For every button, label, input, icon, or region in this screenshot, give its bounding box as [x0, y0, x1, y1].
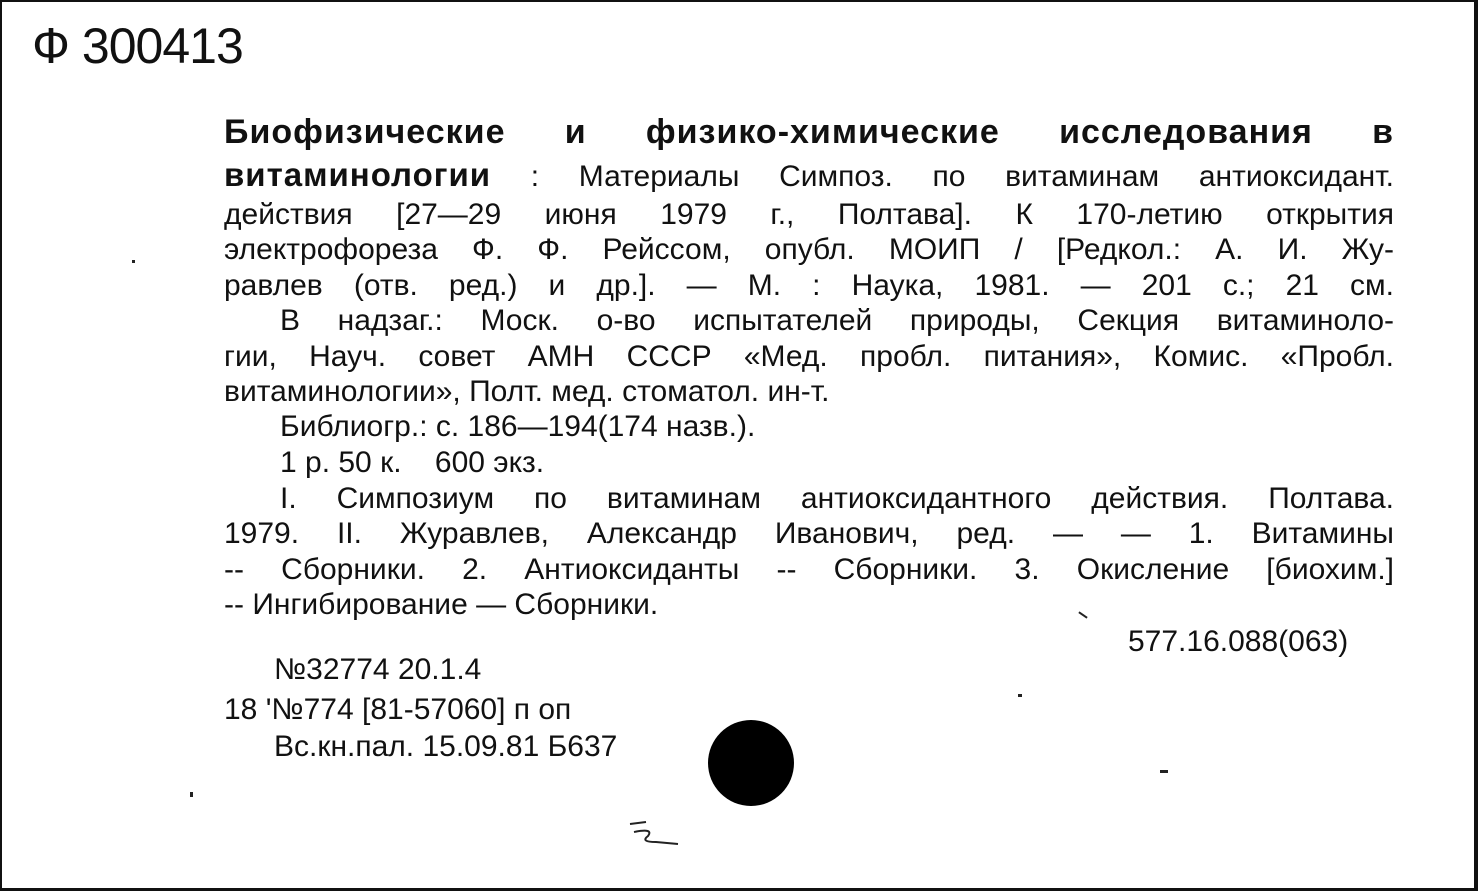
- ink-speck: [132, 260, 135, 263]
- bibliography-line: Библиогр.: с. 186—194(174 назв.).: [280, 410, 756, 443]
- body-line: электрофореза Ф. Ф. Рейссом, опубл. МОИП / [Редкол.: А. И. Жу-: [224, 233, 1394, 266]
- punch-hole: [708, 720, 794, 806]
- body-line: гии, Науч. совет АМН СССР «Мед. пробл. питания», Комис. «Пробл.: [224, 340, 1394, 373]
- title-rest: : Материалы Симпоз. по витаминам антиоксидант.: [491, 160, 1394, 193]
- footer-line: №32774 20.1.4: [274, 653, 482, 686]
- handwritten-mark: [628, 814, 680, 850]
- footer-line: Вс.кн.пал. 15.09.81 Б637: [274, 730, 618, 763]
- body-line: равлев (отв. ред.) и др.]. — М. : Наука, 1981. — 201 с.; 21 см.: [224, 269, 1394, 302]
- title-line: Биофизические и физико-химические исследования в: [224, 113, 1394, 151]
- price-line: 1 р. 50 к. 600 экз.: [280, 446, 545, 479]
- body-line: I. Симпозиум по витаминам антиоксидантного действия. Полтава.: [280, 482, 1394, 515]
- footer-line: 18 '№774 [81-57060] п оп: [224, 693, 572, 726]
- body-line: -- Сборники. 2. Антиоксиданты -- Сборники. 3. Окисление [биохим.]: [224, 553, 1394, 586]
- title-continuation: [224, 157, 1394, 195]
- body-line: -- Ингибирование — Сборники.: [224, 588, 659, 621]
- body-line: действия [27—29 июня 1979 г., Полтава]. К 170-летию открытия: [224, 198, 1394, 231]
- ink-speck: [190, 792, 193, 797]
- udc-code: 577.16.088(063): [1128, 625, 1349, 658]
- body-line: 1979. II. Журавлев, Александр Иванович, ред. — — 1. Витамины: [224, 517, 1394, 550]
- ink-speck: [1078, 611, 1087, 618]
- card-id: Ф 300413: [32, 18, 243, 74]
- ink-speck: [1018, 694, 1022, 697]
- ink-speck: [1160, 770, 1168, 773]
- body-line: В надзаг.: Моск. о-во испытателей природы, Секция витаминоло-: [280, 304, 1394, 337]
- body-line: витаминологии», Полт. мед. стоматол. ин-т.: [224, 375, 830, 408]
- title-bold-word: витаминологии: [224, 156, 492, 193]
